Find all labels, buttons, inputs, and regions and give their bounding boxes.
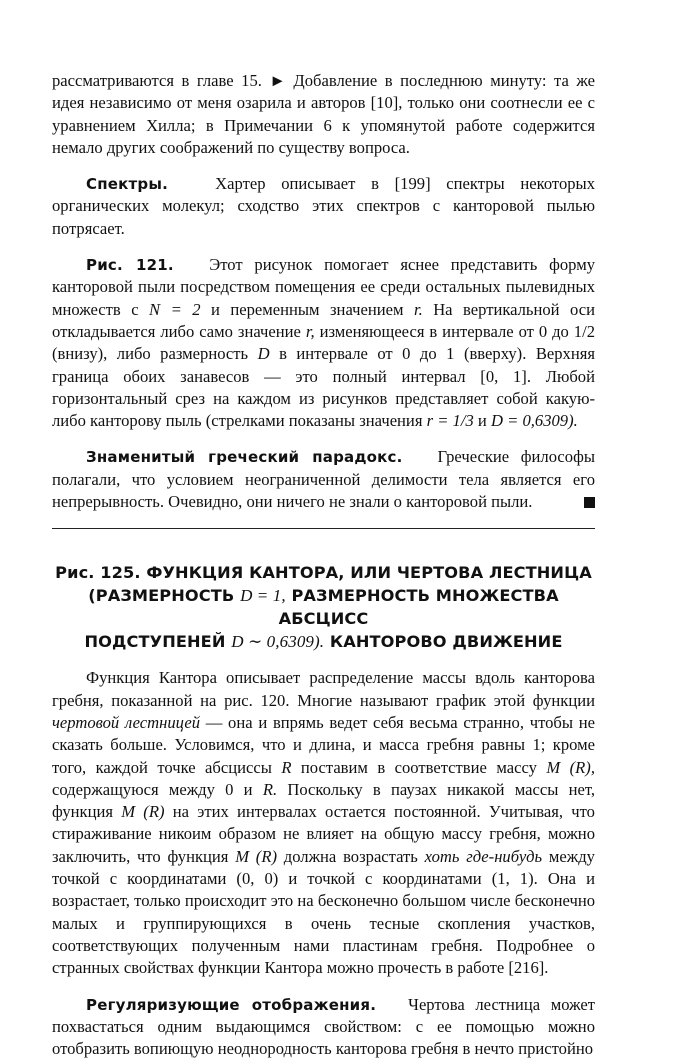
fig121-text-6: и xyxy=(478,411,487,430)
fig121-text-3: На вертикальной оси откладывается либо само значение xyxy=(52,300,595,341)
paragraph-spectra xyxy=(52,173,595,240)
paragraph-paradox xyxy=(52,446,595,513)
spectra-text: Хартер описывает в [199] спектры некоторых органических молекул; сходство этих спектров с канторовой пылью потрясает. xyxy=(52,174,595,238)
section-title-math-2: D ∼ 0,6309). xyxy=(231,632,324,651)
fig121-math-1: N = 2 xyxy=(149,300,201,319)
body-italic-1: чертовой лестницей xyxy=(52,713,200,732)
paragraph-cantor-function xyxy=(52,667,595,979)
fig121-text-4: изменяющееся в интервале от 0 до 1/2 (внизу), либо размерность xyxy=(52,322,595,363)
fig121-text-1: Этот рисунок помогает яснее представить форму канторовой пыли посредством помещения ее среди остальных пылевидных множеств с xyxy=(52,255,595,319)
section-title-line-2b: РАЗМЕРНОСТЬ МНОЖЕСТВА АБСЦИСС xyxy=(279,586,559,628)
fig121-math-2: r. xyxy=(414,300,423,319)
paragraph-regularizing xyxy=(52,994,595,1060)
section-title-line-3 xyxy=(52,630,595,653)
paragraph-figure-121 xyxy=(52,254,595,432)
fig121-text-2: и переменным значением xyxy=(211,300,403,319)
body-math-r-1: R xyxy=(281,758,291,777)
heading-figure-121: Рис. 121. xyxy=(86,256,174,274)
paragraph-intro: рассматриваются в главе 15. ► Добавление в последнюю минуту: та же идея независимо от меня озарила и авторов [10], только они соотнесли ее с уравнением Хилла; в Примечании 6 к упомянутой работе содержится немало других соображений по существу вопроса. xyxy=(52,70,595,159)
body-text-2: — она и впрямь ведет себя весьма странно, чтобы не сказать больше. Условимся, что и длина, и масса гребня равны 1; кроме того, каждой точке абсциссы xyxy=(52,713,595,777)
body-math-r-2: R. xyxy=(263,780,277,799)
heading-regularizing: Регуляризующие отображения. xyxy=(86,996,376,1014)
body-text-5: Поскольку в паузах никакой массы нет, функция xyxy=(52,780,595,821)
body-text-6: на этих интервалах остается постоянной. Учитывая, что стираживание никоим образом не влияет на общую массу гребня, можно заключить, что функция xyxy=(52,802,595,866)
fig121-math-3: r, xyxy=(306,322,315,341)
end-of-section-square-icon xyxy=(584,497,595,508)
body-italic-2: хоть где-нибудь xyxy=(425,847,542,866)
heading-paradox: Знаменитый греческий парадокс. xyxy=(86,448,403,466)
section-title-line-2 xyxy=(52,584,595,630)
section-title-math-1: D = 1, xyxy=(240,586,286,605)
body-text-3: поставим в соответствие массу xyxy=(301,758,537,777)
body-text-7: должна возрастать xyxy=(284,847,418,866)
section-title-line-2a: (РАЗМЕРНОСТЬ xyxy=(88,586,234,605)
regularizing-text: Чертова лестница может похвастаться одним выдающимся свойством: с ее помощью можно отобразить вопиющую неоднородность канторова гребня в нечто пристойно xyxy=(52,995,595,1059)
section-title-line-1: Рис. 125. ФУНКЦИЯ КАНТОРА, ИЛИ ЧЕРТОВА ЛЕСТНИЦА xyxy=(52,561,595,584)
body-math-mr-3: M (R) xyxy=(235,847,277,866)
body-math-mr-2: M (R) xyxy=(121,802,164,821)
paradox-text: Греческие философы полагали, что условием неограниченной делимости тела является его непрерывность. Очевидно, они ничего не знали о канторовой пыли. xyxy=(52,447,595,511)
section-title xyxy=(52,561,595,653)
section-title-line-3a: ПОДСТУПЕНЕЙ xyxy=(85,632,226,651)
body-text-4: содержащуюся между 0 и xyxy=(52,780,253,799)
fig121-text-5: в интервале от 0 до 1 (вверху). Верхняя граница обоих занавесов — это полный интервал [0, 1]. Любой горизонтальный срез на каждом из рисунков представляет собой какую-либо канторову пыль (стрелками показаны значения xyxy=(52,344,595,430)
section-title-line-3b: КАНТОРОВО ДВИЖЕНИЕ xyxy=(330,632,563,651)
fig121-math-4: D xyxy=(258,344,270,363)
section-divider xyxy=(52,528,595,529)
heading-spectra: Спектры. xyxy=(86,175,168,193)
body-math-mr-1: M (R), xyxy=(546,758,595,777)
fig121-math-5: r = 1/3 xyxy=(427,411,474,430)
body-text-1: Функция Кантора описывает распределение массы вдоль канторова гребня, показанной на рис. 120. Многие называют график этой функции xyxy=(52,668,595,709)
body-text-8: между точкой с координатами (0, 0) и точкой с координатами (1, 1). Она и возрастает, только происходит это на бесконечно большом числе бесконечно малых и группирующихся в очень тесные скопления участков, соответствующих полученным нами пластинам гребня. Подробнее о странных свойствах функции Кантора можно прочесть в работе [216]. xyxy=(52,847,595,977)
fig121-math-6: D = 0,6309). xyxy=(491,411,578,430)
